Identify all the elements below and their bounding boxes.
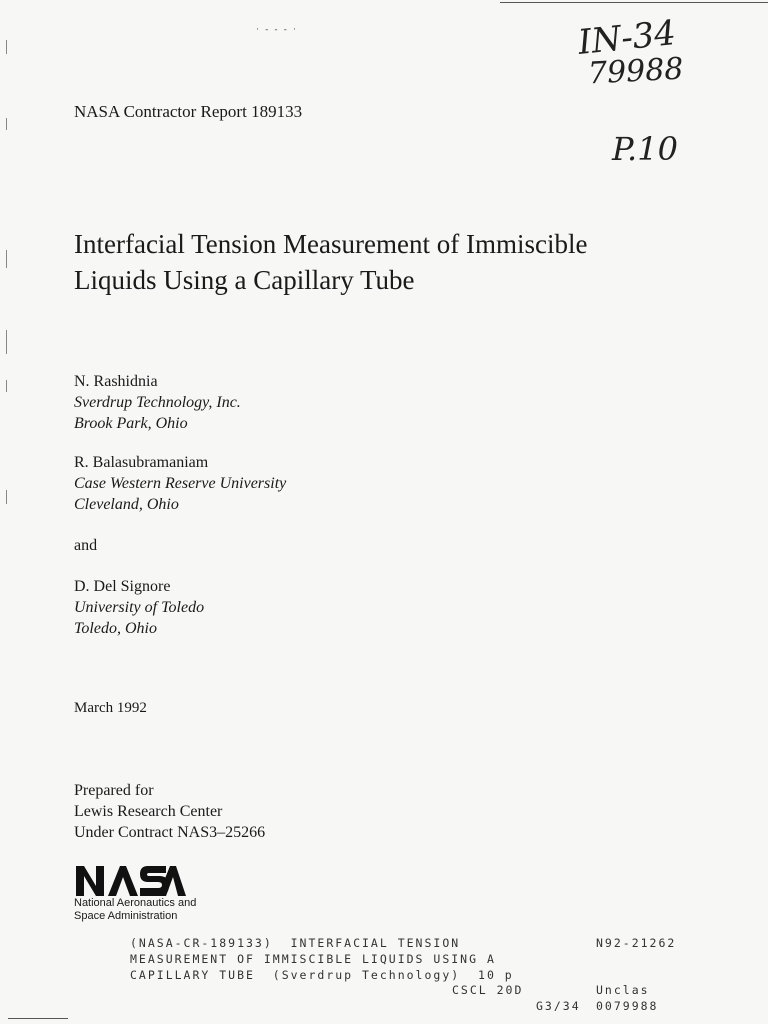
top-rule [500, 2, 768, 3]
stamp-line: CSCL 20D [452, 983, 524, 997]
margin-mark [6, 380, 7, 392]
title-line: Liquids Using a Capillary Tube [74, 265, 415, 295]
report-date: March 1992 [74, 700, 147, 716]
handwritten-number: 79988 [587, 51, 685, 92]
stamp-line: (NASA-CR-189133) INTERFACIAL TENSION [130, 936, 461, 950]
prepared-line: Prepared for [74, 782, 154, 799]
scan-speck: · - - - · [256, 24, 298, 34]
nasa-subtitle [74, 897, 196, 923]
stamp-line: MEASUREMENT OF IMMISCIBLE LIQUIDS USING A [130, 952, 496, 966]
nasa-subtitle-line: National Aeronautics and [74, 897, 197, 909]
author-location: Toledo, Ohio [74, 620, 157, 637]
bottom-rule [8, 1018, 68, 1019]
author-block [74, 576, 204, 639]
author-org: Sverdrup Technology, Inc. [74, 394, 241, 411]
handwritten-pages: P.10 [612, 130, 678, 168]
handwritten-code: IN-34 [576, 12, 678, 64]
margin-mark [6, 40, 7, 54]
nasa-subtitle-line: Space Administration [74, 910, 178, 922]
margin-mark [6, 330, 7, 354]
prepared-line: Lewis Research Center [74, 803, 223, 820]
author-location: Cleveland, Ohio [74, 496, 179, 513]
author-org: Case Western Reserve University [74, 475, 287, 492]
report-number: NASA Contractor Report 189133 [74, 102, 303, 121]
prepared-block [74, 780, 265, 843]
stamp-line: CAPILLARY TUBE (Sverdrup Technology) 10 p [130, 968, 514, 982]
author-name: D. Del Signore [74, 578, 171, 595]
and-word: and [74, 537, 98, 554]
stamp-accession: N92-21262 [596, 936, 677, 950]
title-line: Interfacial Tension Measurement of Immiscible [74, 229, 588, 259]
margin-mark [6, 250, 7, 268]
author-location: Brook Park, Ohio [74, 415, 188, 432]
stamp-number: 0079988 [596, 999, 659, 1013]
stamp-line: G3/34 [536, 999, 581, 1013]
author-block [74, 452, 286, 515]
author-org: University of Toledo [74, 599, 205, 616]
margin-mark [6, 118, 7, 130]
author-name: R. Balasubramaniam [74, 454, 209, 471]
margin-mark [6, 490, 7, 504]
document-title [74, 226, 587, 298]
nasa-logo [74, 862, 186, 898]
stamp-class: Unclas [596, 983, 650, 997]
author-name: N. Rashidnia [74, 373, 158, 390]
author-block [74, 371, 241, 434]
prepared-line: Under Contract NAS3–25266 [74, 824, 266, 841]
